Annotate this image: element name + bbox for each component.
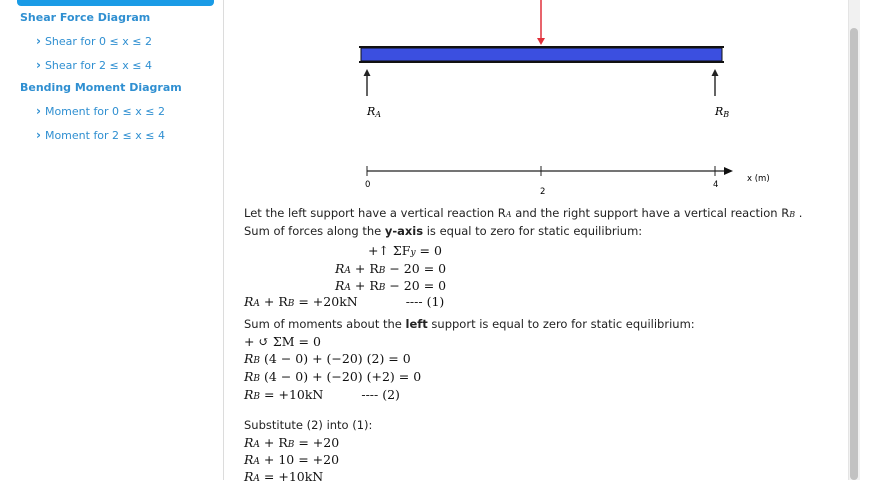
sidebar-item-label: Moment for 2 ≤ x ≤ 4 (44, 128, 165, 142)
sidebar-item-shear-2-4[interactable] (36, 58, 152, 72)
sidebar-item-label: Moment for 0 ≤ x ≤ 2 (44, 104, 165, 118)
equation-sub-2: RA + 10 = +20 (244, 452, 340, 467)
beam-diagram (224, 0, 848, 200)
right-margin (860, 0, 880, 480)
point-load-arrowhead (537, 38, 545, 45)
equation-2: RB = +10kN ---- (2) (244, 387, 400, 402)
scrollbar-thumb[interactable] (850, 28, 858, 480)
reaction-a-label: RA (367, 105, 382, 119)
intro-line: Let the left support have a vertical reaction RA and the right support have a vertical reaction RB . (244, 206, 803, 220)
equation-sub-3: RA = +10kN (244, 469, 324, 484)
reaction-b-arrowhead (712, 69, 719, 76)
main-content (224, 0, 848, 484)
sidebar-item-label: Shear for 0 ≤ x ≤ 2 (44, 34, 152, 48)
equation-sum-fy: +↑ ΣFy = 0 (368, 243, 442, 258)
chevron-right-icon: › (36, 58, 41, 72)
active-item-highlight[interactable] (17, 0, 214, 6)
chevron-right-icon: › (36, 128, 41, 142)
sidebar-section-shear-force[interactable]: Shear Force Diagram (20, 11, 151, 24)
tick-label-4: 4 (713, 180, 719, 190)
sidebar-item-moment-0-2[interactable] (36, 104, 165, 118)
equation-forces-2: RA + RB − 20 = 0 (335, 278, 447, 293)
sidebar-item-label: Shear for 2 ≤ x ≤ 4 (44, 58, 152, 72)
chevron-right-icon: › (36, 104, 41, 118)
equation-1: RA + RB = +20kN ---- (1) (244, 294, 445, 309)
x-axis-arrowhead (724, 167, 733, 175)
moments-sentence: Sum of moments about the left support is equal to zero for static equilibrium: (244, 317, 695, 331)
forces-sentence: Sum of forces along the y-axis is equal to zero for static equilibrium: (244, 224, 643, 238)
equation-moments-2: RB (4 − 0) + (−20) (+2) = 0 (244, 369, 422, 384)
sidebar (0, 0, 224, 480)
equation-moments-1: RB (4 − 0) + (−20) (2) = 0 (244, 351, 411, 366)
reaction-a-arrowhead (364, 69, 371, 76)
equation-forces-1: RA + RB − 20 = 0 (335, 261, 447, 276)
chevron-right-icon: › (36, 34, 41, 48)
sidebar-section-bending-moment[interactable]: Bending Moment Diagram (20, 81, 182, 94)
reaction-b-label: RB (715, 105, 730, 119)
sidebar-item-shear-0-2[interactable] (36, 34, 152, 48)
equation-sum-m: + ↺ ΣM = 0 (244, 334, 321, 349)
sidebar-item-moment-2-4[interactable] (36, 128, 165, 142)
x-axis-label: x (m) (747, 174, 770, 184)
tick-label-0: 0 (365, 180, 371, 190)
beam (361, 48, 722, 61)
tick-label-2: 2 (540, 187, 546, 197)
equation-sub-1: RA + RB = +20 (244, 435, 340, 450)
substitute-sentence: Substitute (2) into (1): (244, 418, 373, 432)
